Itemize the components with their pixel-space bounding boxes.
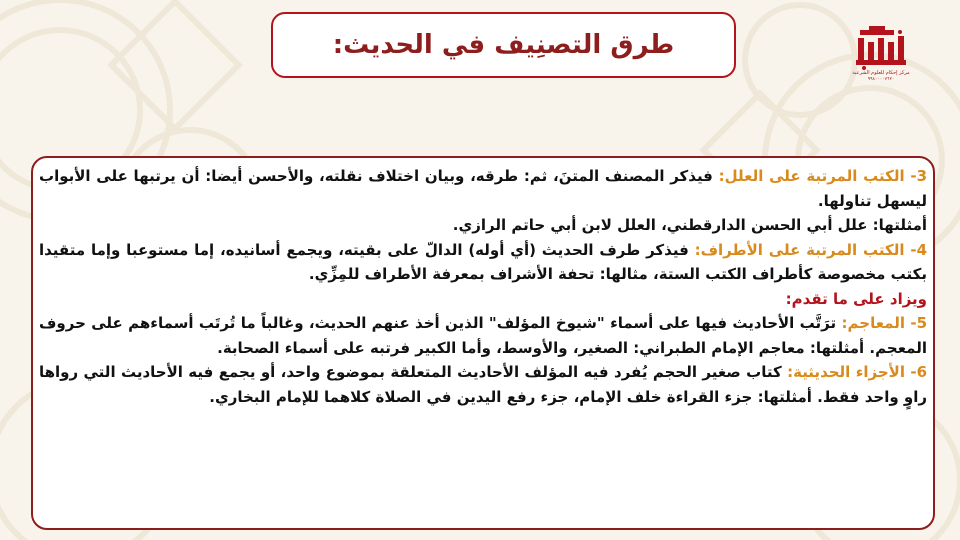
section-label: 6- الأجزاء الحديثية:	[787, 363, 927, 381]
section-3-example: أمثلتها: علل أبي الحسن الدارقطني، العلل لابن أبي حاتم الرازي.	[452, 216, 927, 234]
content-text	[39, 164, 927, 409]
logo-subtitle: مركز إحكام للعلوم الشرعية	[852, 70, 910, 76]
section-4	[39, 238, 927, 287]
section-text: كتاب صغير الحجم يُفرد فيه المؤلف الأحاديث المتعلقة بموضوع واحد، أو يجمع فيه الأحاديث التي رواها راوٍ واحد فقط. أمثلتها: جزء القراءة خلف الإمام، جزء رفع اليدين في الصلاة كلاهما للإمام البخاري.	[39, 363, 927, 406]
section-text: فيذكر المصنف المتنَ، ثم: طرقه، وبيان اختلاف نقلته، والأحسن أيضا: أن يرتبها على الأبواب ليسهل تناولها.	[39, 167, 927, 210]
logo-icon	[850, 26, 912, 70]
content-box	[31, 156, 935, 530]
section-3	[39, 164, 927, 213]
section-6	[39, 360, 927, 409]
title-box	[271, 12, 736, 78]
section-label: 3- الكتب المرتبة على العلل:	[718, 167, 927, 185]
section-5	[39, 311, 927, 360]
section-text: ترَتَّب الأحاديث فيها على أسماء "شيوخ المؤلف" الذين أخذ عنهم الحديث، وغالباً ما تُرتَب أسماءهم على حروف المعجم. أمثلتها: معاجم الإمام الطبراني: الصغير، والأوسط، وأما الكبير فرتبه على أسماء الصحابة.	[39, 314, 927, 357]
section-label: 4- الكتب المرتبة على الأطراف:	[694, 240, 927, 259]
logo-phone: ٩٩٨٠٠٠٠٧٦٢٠	[867, 77, 895, 82]
section-label: ويزاد على ما تقدم:	[785, 289, 927, 308]
additional-heading	[39, 287, 927, 312]
logo	[850, 26, 912, 90]
page-title: طرق التصنِيف في الحديث:	[332, 30, 675, 60]
section-text: فيذكر طرف الحديث (أي أوله) الدالّ على بقيته، ويجمع أسانيده، إما مستوعبا وإما متقيدا بكتب مخصوصة كأطراف الكتب الستة، مثالها: تحفة الأشراف بمعرفة الأطراف للمِزِّي.	[39, 240, 927, 283]
section-label: 5- المعاجم:	[841, 314, 928, 332]
